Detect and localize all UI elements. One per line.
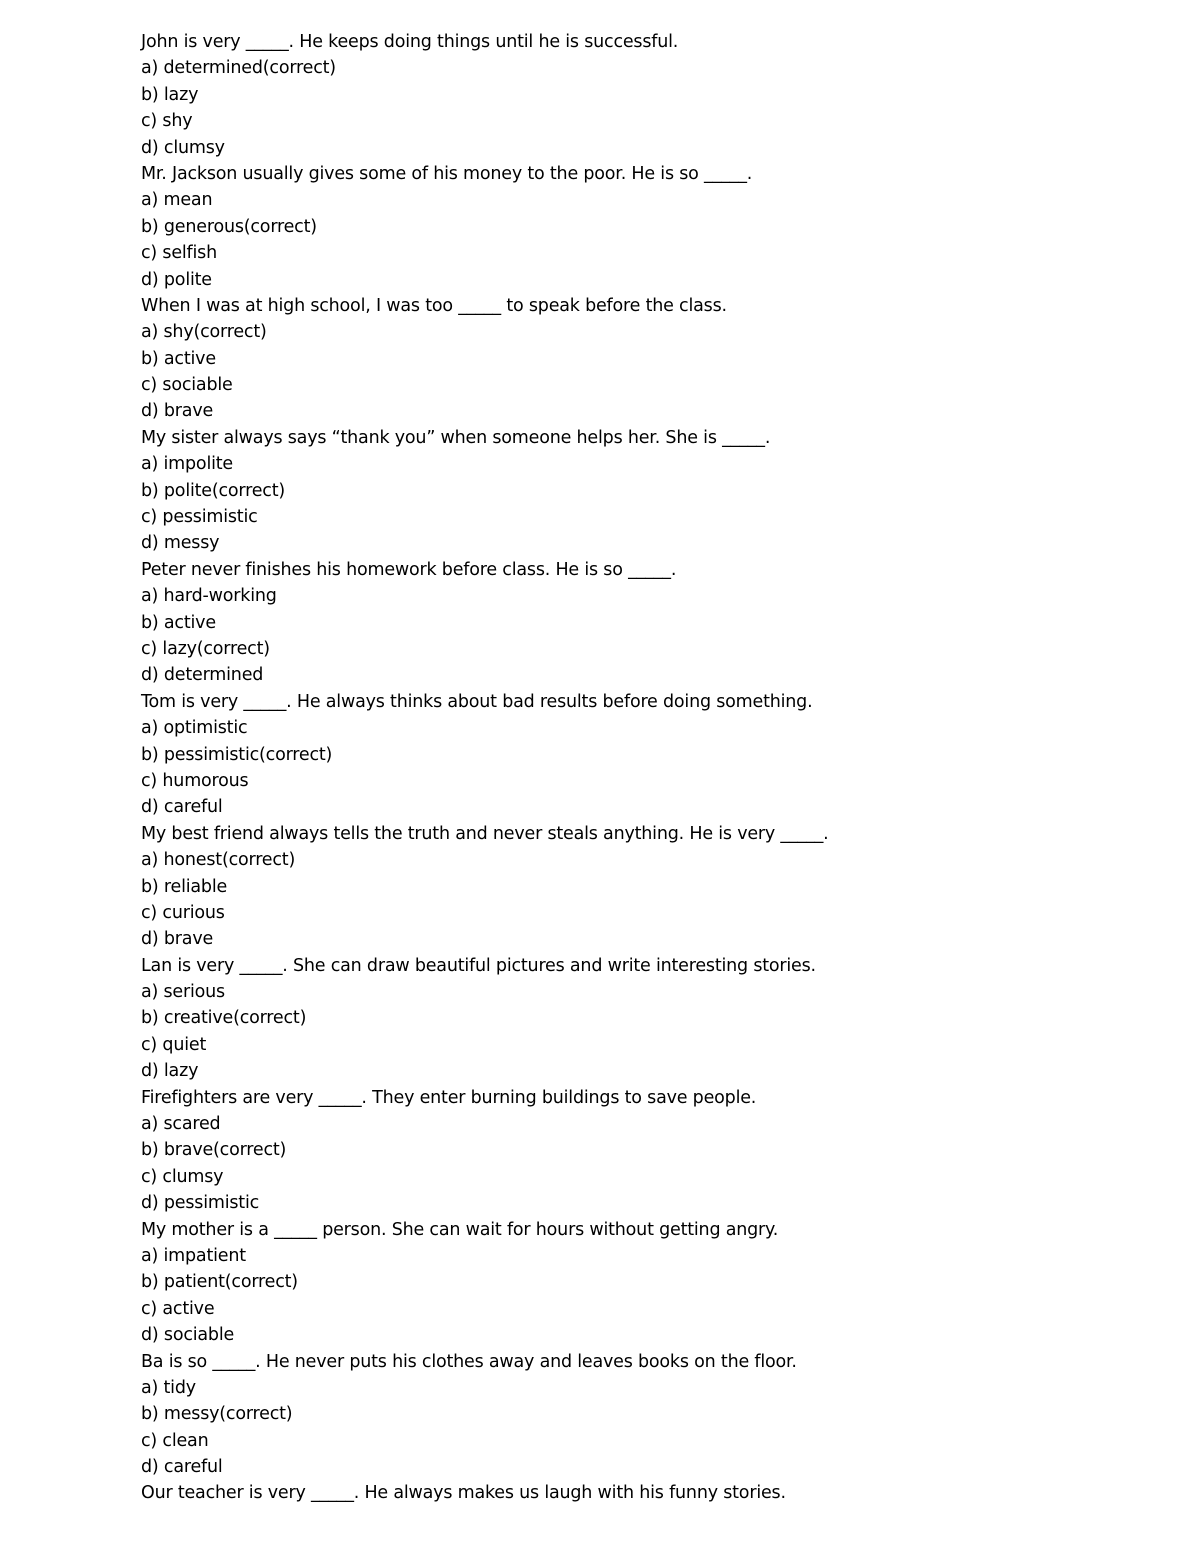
answer-option: d) careful bbox=[141, 797, 223, 818]
answer-option: a) impatient bbox=[141, 1245, 246, 1266]
answer-option: b) brave(correct) bbox=[141, 1140, 287, 1161]
answer-option: c) shy bbox=[141, 111, 193, 132]
question-text: Ba is so _____. He never puts his clothes away and leaves books on the floor. bbox=[141, 1351, 797, 1372]
answer-option: d) lazy bbox=[141, 1061, 199, 1082]
question-text: John is very _____. He keeps doing things until he is successful. bbox=[141, 32, 679, 52]
answer-option: c) curious bbox=[141, 902, 225, 923]
question-text: Firefighters are very _____. They enter burning buildings to save people. bbox=[141, 1087, 757, 1108]
answer-option: b) reliable bbox=[141, 876, 228, 897]
answer-option: c) quiet bbox=[141, 1034, 207, 1055]
answer-option: c) clean bbox=[141, 1430, 209, 1451]
answer-option: d) careful bbox=[141, 1457, 223, 1478]
question-text: When I was at high school, I was too _____ to speak before the class. bbox=[141, 295, 727, 316]
answer-option: d) pessimistic bbox=[141, 1193, 260, 1214]
answer-option: d) clumsy bbox=[141, 137, 225, 158]
answer-option: a) honest(correct) bbox=[141, 850, 296, 871]
answer-option: d) messy bbox=[141, 533, 220, 554]
question-text: My sister always says “thank you” when someone helps her. She is _____. bbox=[141, 427, 771, 448]
answer-option: a) optimistic bbox=[141, 718, 248, 739]
answer-option: a) shy(correct) bbox=[141, 322, 267, 343]
question-text: My best friend always tells the truth and never steals anything. He is very _____. bbox=[141, 823, 829, 844]
answer-option: a) hard-working bbox=[141, 586, 277, 607]
quiz-content bbox=[141, 29, 1141, 1507]
answer-option: a) tidy bbox=[141, 1377, 196, 1398]
answer-option: b) generous(correct) bbox=[141, 216, 317, 237]
answer-option: b) active bbox=[141, 348, 216, 369]
answer-option: a) scared bbox=[141, 1114, 221, 1135]
answer-option: c) pessimistic bbox=[141, 507, 258, 528]
answer-option: b) creative(correct) bbox=[141, 1008, 307, 1029]
question-text: Tom is very _____. He always thinks about bad results before doing something. bbox=[141, 691, 813, 712]
answer-option: c) active bbox=[141, 1298, 215, 1319]
answer-option: d) sociable bbox=[141, 1325, 235, 1346]
answer-option: b) messy(correct) bbox=[141, 1404, 293, 1425]
answer-option: a) mean bbox=[141, 190, 213, 211]
answer-option: a) determined(correct) bbox=[141, 58, 336, 79]
answer-option: c) humorous bbox=[141, 770, 249, 791]
question-text: Our teacher is very _____. He always makes us laugh with his funny stories. bbox=[141, 1483, 786, 1504]
answer-option: b) active bbox=[141, 612, 216, 633]
answer-option: c) clumsy bbox=[141, 1166, 224, 1187]
answer-option: d) polite bbox=[141, 269, 212, 290]
answer-option: d) determined bbox=[141, 665, 264, 686]
question-text: Lan is very _____. She can draw beautiful pictures and write interesting stories. bbox=[141, 955, 816, 976]
answer-option: b) lazy bbox=[141, 84, 199, 105]
answer-option: b) polite(correct) bbox=[141, 480, 285, 501]
answer-option: c) sociable bbox=[141, 375, 233, 396]
question-text: My mother is a _____ person. She can wait for hours without getting angry. bbox=[141, 1219, 779, 1240]
answer-option: c) lazy(correct) bbox=[141, 638, 270, 659]
question-text: Peter never finishes his homework before class. He is so _____. bbox=[141, 559, 677, 580]
answer-option: a) impolite bbox=[141, 454, 233, 475]
answer-option: b) patient(correct) bbox=[141, 1272, 298, 1293]
answer-option: d) brave bbox=[141, 401, 214, 422]
answer-option: d) brave bbox=[141, 929, 214, 950]
answer-option: a) serious bbox=[141, 982, 225, 1003]
question-text: Mr. Jackson usually gives some of his money to the poor. He is so _____. bbox=[141, 163, 753, 184]
answer-option: c) selfish bbox=[141, 243, 217, 264]
answer-option: b) pessimistic(correct) bbox=[141, 744, 333, 765]
